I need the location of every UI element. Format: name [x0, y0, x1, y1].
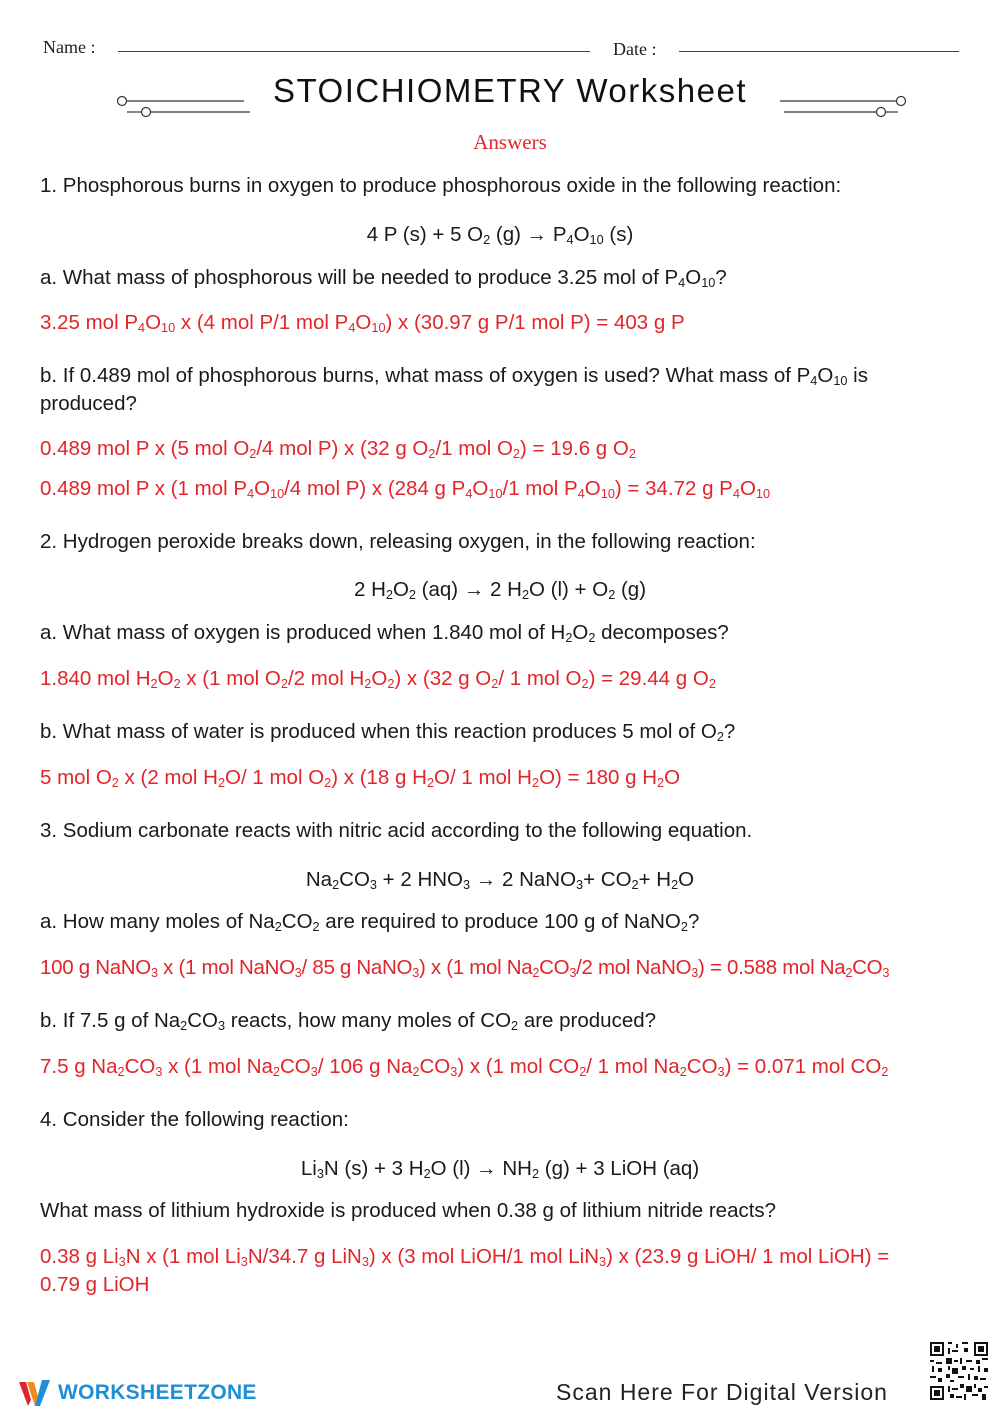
date-label: Date :: [613, 39, 657, 59]
q4-question: What mass of lithium hydroxide is produced when 0.38 g of lithium nitride reacts?: [40, 1199, 777, 1222]
q3-prompt: 3. Sodium carbonate reacts with nitric acid according to the following equation.: [40, 819, 753, 842]
q1a-answer: 3.25 mol $P_4O_{10}$ x (4 mol P/1 mol $P_4O_{10}$) x (30.97 g P/1 mol P) = 403 g P: [40, 311, 685, 336]
q1-equation: 4 P (s) + 5 $O_2$ $(g) \to P_4O_{10}$ (s): [366, 223, 634, 248]
q2b-prompt: b. What mass of water is produced when this reaction produces 5 mol of $O_2$?: [40, 720, 736, 745]
q1-prompt: 1. Phosphorous burns in oxygen to produce phosphorous oxide in the following reaction:: [40, 174, 842, 197]
q2a-answer: 1.840 mol $H_2O_2$ x (1 mol $O_2/2$ mol $H_2O_2$) x (32 g $O_2/$ 1 mol $O_2) = 29.44$ g $O_2$: [40, 667, 716, 692]
q4-answer-result: 0.79 g LiOH: [40, 1273, 150, 1296]
name-label: Name :: [43, 37, 96, 57]
q3-equation: $Na_2CO_3 + 2$ $HNO_3 \to 2$ NaNO$_3$+ $CO_2+ H_2O$: [305, 868, 695, 893]
q2b-answer-result: = 180 g H: [567, 766, 657, 789]
q2-equation: 2 $H_2O_2$ (aq) → 2 $H_2O$ $(l) + O_2$ (g): [353, 578, 647, 603]
q1b-answer-oxide-result: = 34.72 g P: [627, 477, 733, 500]
q2a-prompt: a. What mass of oxygen is produced when 1.840 mol of $H_2O_2$ decomposes?: [40, 621, 729, 646]
scan-caption: Scan Here For Digital Version: [556, 1379, 888, 1405]
q1a-prompt: a. What mass of phosphorous will be needed to produce 3.25 mol of $P_4O_{10}$?: [40, 266, 727, 291]
date-field-line[interactable]: [679, 51, 959, 52]
q1b-answer-oxide: 0.489 mol P x (1 mol $P_4O_{10}/4$ mol P) x (284 g $P_4O_{10}/1$ mol $P_4O_{10}) = 34.72$ g $P_4O_{10}$: [40, 477, 771, 502]
q3b-answer-result: = 0.071 mol CO: [737, 1055, 882, 1078]
q3a-answer-result: = 0.588 mol Na: [709, 956, 846, 979]
q2b-answer: 5 mol $O_2$ x (2 mol $H_2O/$ 1 mol $O_2$) x (18 g $H_2O/$ 1 mol $H_2O) = 180$ g $H_2O$: [40, 766, 681, 791]
brand-logo[interactable]: [18, 1378, 257, 1408]
page-title: STOICHIOMETRY Worksheet: [272, 72, 747, 109]
q4-answer: 0.38 g $Li_3N$ x (1 mol $Li_3N/34.7$ g LiN$_3$) x (3 mol LiOH/1 mol LiN$_3$) x (23.9 g LiOH/ 1 mol LiOH) =: [40, 1245, 890, 1270]
q2a-answer-result: = 29.44 g O: [601, 667, 709, 690]
q1b-answer-oxygen: 0.489 mol P x (5 mol $O_2/4$ mol P) x (32 g $O_2/1$ mol $O_2) = 19.6$ g $O_2$: [40, 437, 636, 462]
q1b-prompt: b. If 0.489 mol of phosphorous burns, what mass of oxygen is used? What mass of $P_4O_{10}$ is produced?: [40, 364, 868, 415]
name-field-line[interactable]: [118, 51, 590, 52]
brand-w-icon: [18, 1378, 52, 1408]
q3b-prompt: b. If 7.5 g of $Na_2CO_3$ reacts, how many moles of $CO_2$ are produced?: [40, 1009, 657, 1034]
answers-subtitle: Answers: [473, 130, 547, 154]
q1b-answer-oxygen-result: = 19.6 g O: [532, 437, 629, 460]
q4-prompt: 4. Consider the following reaction:: [40, 1108, 349, 1131]
q1a-answer-result: = 403 g P: [596, 311, 685, 334]
q3a-prompt: a. How many moles of $Na_2CO_2$ are required to produce 100 g of NaNO$_2$?: [40, 910, 700, 935]
q4-equation: $Li_3N$ (s) + 3 $H_2O$ $(l) \to NH_2$ (g) + 3 LiOH (aq): [300, 1157, 700, 1182]
q2-prompt: 2. Hydrogen peroxide breaks down, releasing oxygen, in the following reaction:: [40, 530, 756, 553]
q3a-answer: 100 g NaNO$_3$ x (1 mol NaNO$_3$/ 85 g NaNO$_3$) x (1 mol $Na_2CO_3/2$ mol NaNO$_3$) = 0.588 mol $Na_2CO_3$: [40, 956, 890, 981]
q3b-answer: 7.5 g $Na_2CO_3$ x (1 mol $Na_2CO_3/$ 106 g $Na_2CO_3$) x (1 mol $CO_2/$ 1 mol $Na_2CO_3) = 0.071$ mol $CO_2$: [40, 1055, 889, 1080]
brand-name: WORKSHEETZONE: [58, 1381, 257, 1404]
qr-code-icon[interactable]: [930, 1342, 988, 1400]
q2b-prompt-text: b. What mass of water is produced when this reaction produces 5 mol of O: [40, 720, 717, 743]
